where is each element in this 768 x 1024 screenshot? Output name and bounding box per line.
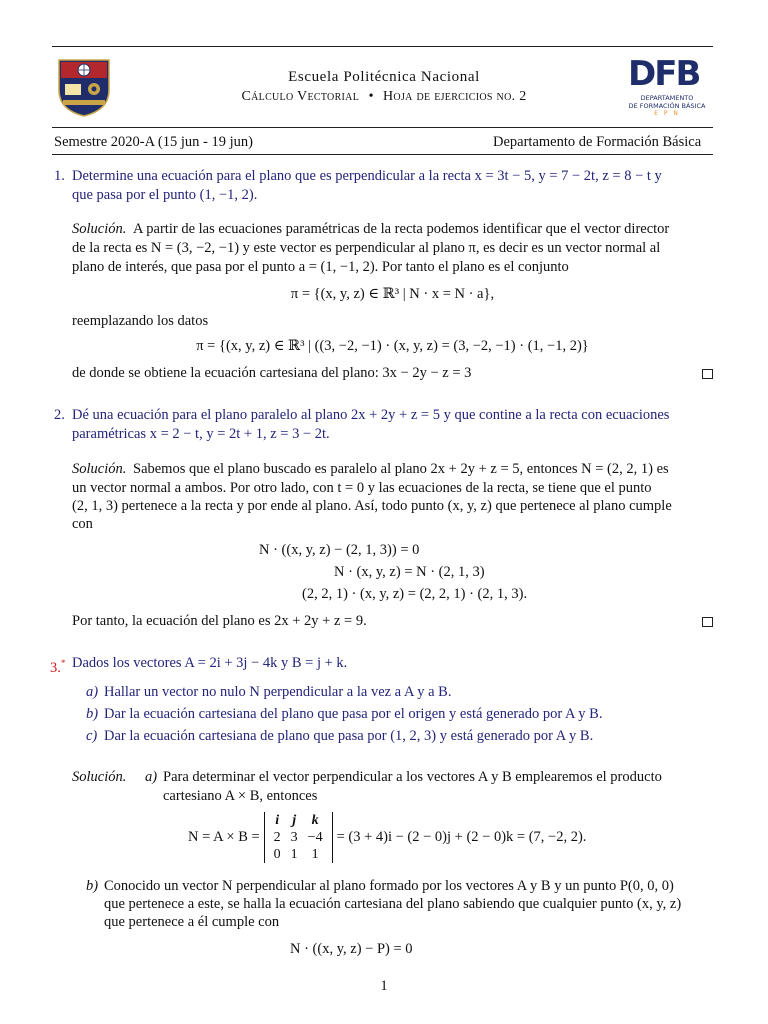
ex1-solution-label: Solución. — [72, 221, 127, 237]
epn-logo — [55, 56, 113, 118]
ex3-item-a-text: Hallar un vector no nulo N perpendicular a la vez a A y a B. — [104, 684, 452, 700]
ex2-text-3: (2, 1, 3) pertenece a la recta y por ende al plano. Así, todo punto (x, y, z) que pertenece al plano cumple — [72, 498, 672, 514]
det-cell: 0 — [273, 846, 281, 862]
subtitle-sheet: Hoja de ejercicios no. 2 — [383, 89, 527, 104]
ex1-text-2: de la recta es N = (3, −2, −1) y este vector es perpendicular al plano π, es decir es un vector normal al — [72, 240, 661, 256]
ex1-equation-2: π = {(x, y, z) ∈ ℝ³ | ((3, −2, −1) · (x, y, z) = (3, −2, −1) · (1, −1, 2)} — [196, 338, 589, 354]
ex1-statement-line2: que pasa por el punto (1, −1, 2). — [72, 187, 258, 203]
ex3-determinant — [264, 812, 333, 863]
ex2-equation-1: N · ((x, y, z) − (2, 1, 3)) = 0 — [259, 542, 420, 558]
header-rule-bottom — [52, 154, 713, 155]
ex3-sol-a-label: a) — [145, 769, 158, 785]
ex1-statement-line1: Determine una ecuación para el plano que es perpendicular a la recta x = 3t − 5, y = 7 − 2t, z = 8 − t y — [72, 168, 662, 184]
ex3-sol-a-text-2: cartesiano A × B, entonces — [163, 788, 318, 804]
ex2-number: 2. — [54, 407, 65, 423]
ex2-equation-2: N · (x, y, z) = N · (2, 1, 3) — [334, 564, 485, 580]
dfb-logo-line2: DE FORMACIÓN BÁSICA — [628, 102, 706, 110]
ex3-item-a-label: a) — [86, 684, 99, 700]
ex2-qed-box — [702, 617, 713, 627]
det-cell: 3 — [290, 829, 298, 845]
det-cell: −4 — [307, 829, 323, 845]
ex2-equation-3: (2, 2, 1) · (x, y, z) = (2, 2, 1) · (2, 1, 3). — [302, 586, 528, 602]
top-rule — [52, 46, 713, 47]
school-name: Escuela Politécnica Nacional — [288, 69, 480, 85]
ex3-item-b-text: Dar la ecuación cartesiana del plano que pasa por el origen y está generado por A y B. — [104, 706, 603, 722]
ex2-statement-line1: Dé una ecuación para el plano paralelo al plano 2x + 2y + z = 5 y que contine a la recta con ecuaciones — [72, 407, 670, 423]
ex3-sol-b-text-2: que pertenece a este, se halla la ecuación cartesiana del plano sabiendo que cualquier punto (x, y, z) — [104, 896, 682, 912]
ex3-det-rhs: = (3 + 4)i − (2 − 0)j + (2 − 0)k = (7, −2, 2). — [336, 828, 587, 845]
ex2-text-1: Sabemos que el plano buscado es paralelo al plano 2x + 2y + z = 5, entonces N = (2, 2, 1) es — [133, 461, 669, 477]
ex1-text-5: de donde se obtiene la ecuación cartesiana del plano: 3x − 2y − z = 3 — [72, 365, 472, 381]
ex3-item-c-text: Dar la ecuación cartesiana de plano que pasa por (1, 2, 3) y está generado por A y B. — [104, 728, 594, 744]
ex3-sol-b-label: b) — [86, 878, 99, 894]
det-cell: 2 — [273, 829, 281, 845]
dfb-logo-letters: DFB — [628, 54, 700, 94]
page-number: 1 — [380, 978, 388, 994]
ex3-sol-a-text-1: Para determinar el vector perpendicular a los vectores A y B emplearemos el producto — [163, 769, 662, 785]
ex3-number — [50, 654, 65, 677]
ex1-text-3: plano de interés, que pasa por el punto a = (1, −1, 2). Por tanto el plano es el conjunto — [72, 259, 569, 275]
subtitle-bullet: • — [368, 89, 374, 104]
ex3-sol-b-text-3: que pertenece a él cumple con — [104, 914, 280, 930]
det-cell: j — [292, 812, 297, 828]
ex3-sol-b-text-1: Conocido un vector N perpendicular al plano formado por los vectores A y B y un punto P(0, 0, 0) — [104, 878, 674, 894]
ex2-text-4: con — [72, 516, 93, 532]
ex3-item-c-label: c) — [86, 728, 98, 744]
ex2-statement-line2: paramétricas x = 2 − t, y = 2t + 1, z = 3 − 2t. — [72, 426, 330, 442]
ex2-text-2: un vector normal a ambos. Por otro lado, con t = 0 y las ecuaciones de la recta, se tiene que el punto — [72, 480, 652, 496]
ex2-solution-label: Solución. — [72, 461, 127, 477]
ex3-determinant-equation — [188, 808, 586, 866]
ex1-text-4: reemplazando los datos — [72, 313, 209, 329]
dfb-logo — [620, 54, 714, 122]
det-cell: 1 — [311, 846, 319, 862]
ex3-det-lhs: N = A × B = — [188, 828, 260, 845]
ex1-equation-1: π = {(x, y, z) ∈ ℝ³ | N · x = N · a}, — [290, 286, 495, 302]
ex3-item-b-label: b) — [86, 706, 99, 722]
ex1-qed-box — [702, 369, 713, 379]
ex3-number-text: 3. — [50, 659, 61, 676]
dfb-logo-line1: DEPARTAMENTO — [640, 94, 694, 102]
ex1-number: 1. — [54, 168, 65, 184]
semester: Semestre 2020-A (15 jun - 19 jun) — [54, 134, 253, 150]
det-cell: i — [275, 812, 280, 828]
ex2-text-5: Por tanto, la ecuación del plano es 2x + 2y + z = 9. — [72, 613, 367, 629]
header-rule — [52, 127, 713, 128]
ex3-sol-b-equation: N · ((x, y, z) − P) = 0 — [290, 941, 413, 957]
subtitle-course: Cálculo Vectorial — [241, 89, 360, 104]
ex3-solution-label: Solución. — [72, 769, 127, 785]
ex3-statement: Dados los vectores A = 2i + 3j − 4k y B = j + k. — [72, 655, 348, 671]
det-cell: 1 — [290, 846, 298, 862]
dfb-logo-line3: E P N — [654, 110, 680, 117]
det-cell: k — [311, 812, 319, 828]
ex3-star: * — [60, 658, 66, 668]
department: Departamento de Formación Básica — [493, 134, 702, 150]
ex1-text-1: A partir de las ecuaciones paramétricas de la recta podemos identificar que el vector director — [133, 221, 670, 237]
